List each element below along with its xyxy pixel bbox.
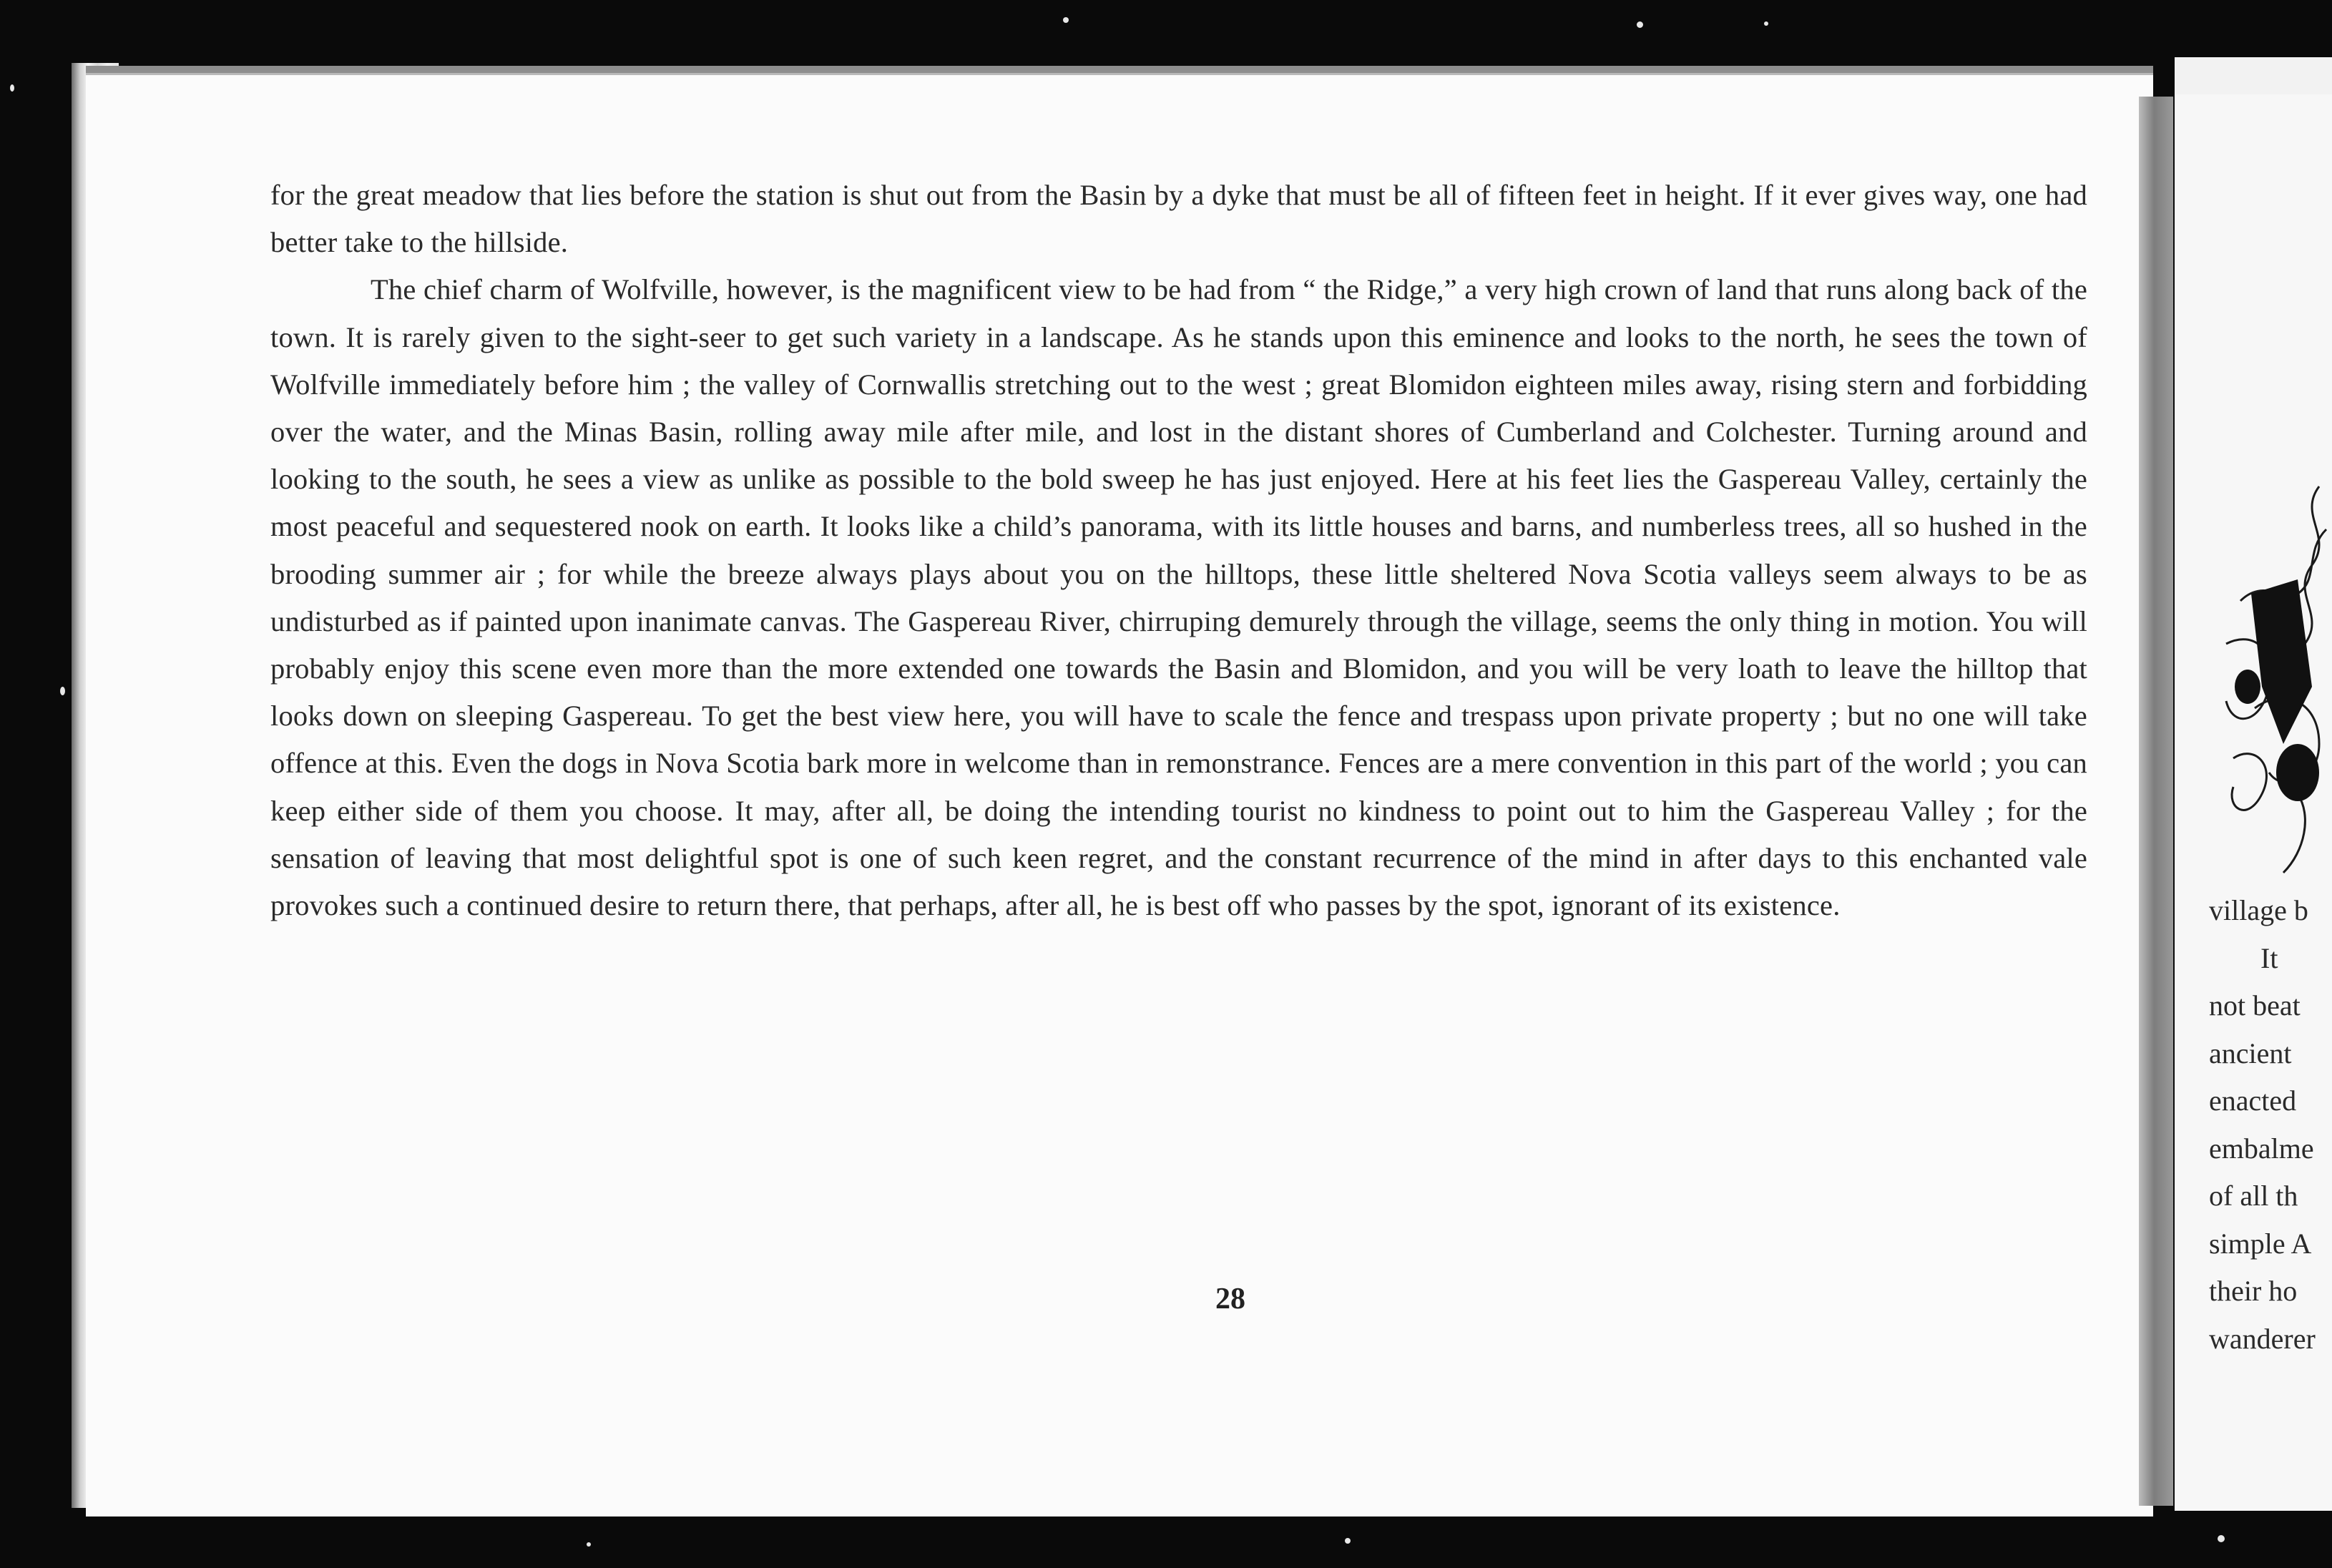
film-speck (1063, 17, 1069, 23)
text-line: embalme (2209, 1132, 2314, 1165)
film-speck (10, 84, 14, 92)
paragraph: for the great meadow that lies before the station is shut out from the Basin by a dyke that must be all of fifteen feet in height. If it ever gives way, one had better take to the hillside. (270, 179, 2087, 259)
page-number: 28 (1215, 1283, 1245, 1315)
text-line: simple A (2209, 1227, 2312, 1260)
film-speck (1637, 21, 1643, 28)
floral-ornament-icon (2212, 472, 2332, 901)
text-line: It (2260, 941, 2278, 974)
film-speck (1764, 21, 1768, 26)
film-speck (587, 1542, 591, 1547)
page-gutter-shadow (2139, 97, 2173, 1506)
text-line: wanderer (2209, 1322, 2316, 1355)
text-line: enacted (2209, 1084, 2297, 1117)
film-speck (60, 687, 65, 695)
right-page-text (2209, 887, 2332, 1363)
text-line: not beat (2209, 989, 2301, 1021)
text-line: of all th (2209, 1180, 2298, 1212)
text-line: their ho (2209, 1275, 2298, 1307)
body-text (270, 172, 2087, 929)
film-speck (2218, 1535, 2225, 1542)
paragraph: The chief charm of Wolfville, however, is the magnificent view to be had from “ the Ridge,” a very high crown of land that runs along back of the town. It is rarely given to the sight-seer to get such variety in a landscape. As he stands upon this eminence and looks to the north, he sees the town of Wolfville immediately before him ; the valley of Cornwallis stretching out to the west ; great Blomidon eighteen miles away, rising stern and forbidding over the water, and the Minas Basin, rolling away mile after mile, and lost in the distant shores of Cumberland and Colchester. Turning around and looking to the south, he sees a view as unlike as possible to the bold sweep he has just enjoyed. Here at his feet lies the Gaspereau Valley, certainly the most peaceful and sequestered nook on earth. It looks like a child’s panorama, with its little houses and barns, and numberless trees, all so hushed in the brooding summer air ; for while the breeze always plays about you on the hilltops, these little sheltered Nova Scotia valleys seem always to be as undisturbed as if painted upon inanimate canvas. The Gaspereau River, chirruping demurely through the village, seems the only thing in motion. You will probably enjoy this scene even more than the more extended one towards the Basin and Blomidon, and you will be very loath to leave the hilltop that looks down on sleeping Gaspereau. To get the best view here, you will have to scale the fence and trespass upon private property ; but no one will take offence at this. Even the dogs in Nova Scotia bark more in welcome than in remonstrance. Fences are a mere convention in this part of the world ; you can keep either side of them you choose. It may, after all, be doing the intending tourist no kindness to point out to him the Gaspereau Valley ; for the sensation of leaving that most delightful spot is one of such keen regret, and the constant recurrence of the mind in after days to this enchanted vale provokes such a continued desire to return there, that perhaps, after all, he is best off who passes by the spot, ignorant of its existence. (270, 273, 2087, 922)
text-line: village b (2209, 894, 2308, 926)
film-speck (1345, 1538, 1351, 1544)
text-line: ancient (2209, 1037, 2292, 1069)
